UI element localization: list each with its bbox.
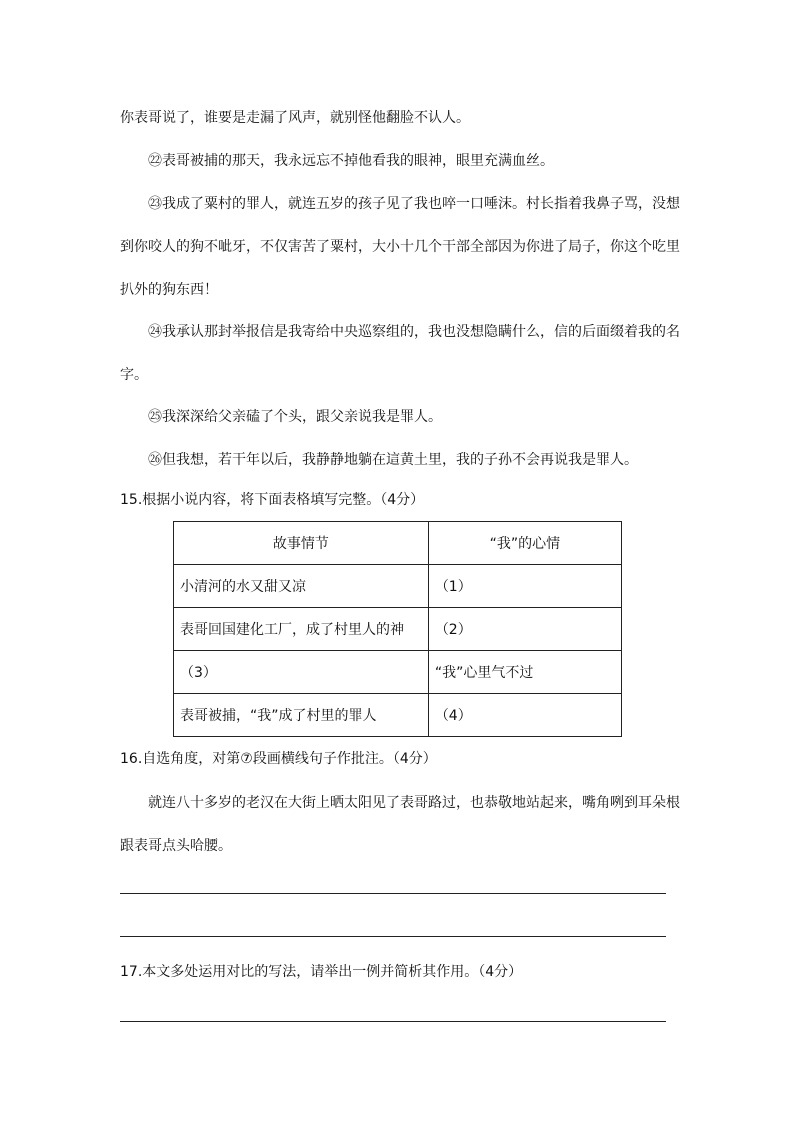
q17-prompt: 17.本文多处运用对比的写法，请举出一例并简析其作用。（4分） — [120, 964, 523, 980]
q15-prompt: 15.根据小说内容，将下面表格填写完整。（4分） — [120, 492, 425, 508]
plot-cell: 小清河的水又甜又凉 — [174, 565, 429, 608]
answer-line-q16-2[interactable] — [120, 936, 666, 937]
header-mood: “我”的心情 — [428, 522, 621, 565]
table-row — [174, 651, 622, 694]
table-row — [174, 608, 622, 651]
plot-cell: 表哥回国建化工厂，成了村里人的神 — [174, 608, 429, 651]
mood-cell: “我”心里气不过 — [428, 651, 621, 694]
header-plot: 故事情节 — [174, 522, 429, 565]
mood-cell-blank[interactable]: （1） — [428, 565, 621, 608]
table-row — [174, 694, 622, 737]
plot-mood-table — [173, 521, 622, 737]
q16-quote-line-1: 就连八十多岁的老汉在大街上晒太阳见了表哥路过，也恭敬地站起来，嘴角咧到耳朵根 — [148, 795, 680, 811]
passage-line-7: 字。 — [120, 367, 148, 383]
q16-prompt: 16.自选角度，对第⑦段画横线句子作批注。（4分） — [120, 751, 437, 767]
mood-cell-blank[interactable]: （2） — [428, 608, 621, 651]
answer-line-q16-1[interactable] — [120, 893, 666, 894]
passage-line-6: ㉔我承认那封举报信是我寄给中央巡察组的，我也没想隐瞒什么，信的后面缀着我的名 — [148, 324, 680, 340]
passage-line-2: ㉒表哥被捕的那天，我永远忘不掉他看我的眼神，眼里充满血丝。 — [148, 153, 554, 169]
passage-line-9: ㉖但我想，若干年以后，我静静地躺在這黄土里，我的子孙不会再说我是罪人。 — [148, 452, 638, 468]
passage-line-8: ㉕我深深给父亲磕了个头，跟父亲说我是罪人。 — [148, 409, 442, 425]
table-header-row — [174, 522, 622, 565]
mood-cell-blank[interactable]: （4） — [428, 694, 621, 737]
passage-line-5: 扒外的狗东西！ — [120, 282, 218, 298]
passage-line-1: 你表哥说了，谁要是走漏了风声，就别怪他翻脸不认人。 — [120, 110, 470, 126]
plot-cell: 表哥被捕，“我”成了村里的罪人 — [174, 694, 429, 737]
passage-line-3: ㉓我成了粟村的罪人，就连五岁的孩子见了我也啐一口唾沫。村长指着我鼻子骂，没想 — [148, 196, 680, 212]
plot-cell-blank[interactable]: （3） — [174, 651, 429, 694]
answer-line-q17-1[interactable] — [120, 1021, 666, 1022]
q16-quote-line-2: 跟表哥点头哈腰。 — [120, 838, 232, 854]
passage-line-4: 到你咬人的狗不呲牙，不仅害苦了粟村，大小十几个干部全部因为你进了局子，你这个吃里 — [120, 239, 680, 255]
table-row — [174, 565, 622, 608]
